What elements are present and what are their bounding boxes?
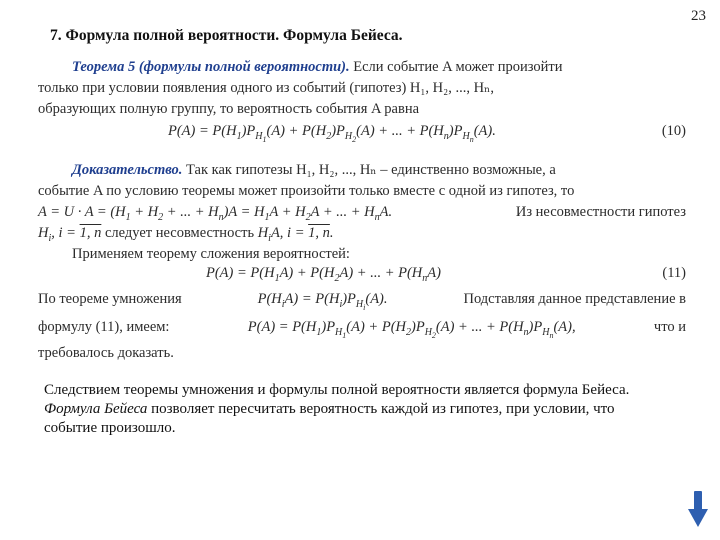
theorem-line-1 bbox=[72, 58, 686, 76]
note-emphasis: Формула Бейеса bbox=[44, 401, 148, 417]
slide-title: 7. Формула полной вероятности. Формула Бейеса. bbox=[50, 27, 403, 44]
proof-line-6 bbox=[38, 290, 686, 312]
proof-line-4-text: следует несовместность bbox=[104, 225, 255, 241]
proof-line-3 bbox=[38, 203, 686, 221]
proof-line-6-text: По теореме умножения bbox=[38, 291, 182, 307]
proof-line-5: Применяем теорему сложения вероятностей: bbox=[72, 246, 350, 262]
proof-line-3-text: Из несовместности гипотез bbox=[515, 204, 686, 220]
formula-index-range-2: $H_iA$, i = 1, n. bbox=[257, 225, 334, 244]
formula-decomposition: $A = U \cdot A = (H_1 + H_2$ + ... + $H_n)A = H_1A + H_2A$ + ... + $H_nA$. bbox=[38, 204, 393, 223]
proof-line-7-text: формулу (11), имеем: bbox=[38, 319, 170, 335]
proof-line-6-tail: Подставляя данное представление в bbox=[463, 291, 686, 307]
note-paragraph-2 bbox=[44, 400, 664, 438]
bayes-note bbox=[44, 381, 664, 438]
scanned-textbook-excerpt bbox=[38, 56, 686, 364]
theorem-line-1-text: Если событие A может произойти bbox=[353, 59, 563, 75]
proof-label: Доказательство. bbox=[72, 162, 183, 178]
arrow-down-icon[interactable] bbox=[688, 491, 708, 527]
formula-index-range-1: $H_i$, i = 1, n bbox=[38, 225, 102, 244]
page-number: 23 bbox=[691, 8, 706, 24]
formula-11: $P(A) = P(H_1A) + P(H_2A)$ + ... + $P(H_nA)$ bbox=[206, 265, 441, 284]
equation-number-10: (10) bbox=[661, 123, 686, 139]
proof-line-2: событие A по условию теоремы может произойти только вместе с одной из гипотез, то bbox=[38, 183, 575, 199]
formula-10: $P(A) = P(H_1)P_{H_1}(A) + P(H_2)P_{H_2}(A)$ + ... + $P(H_n)P_{H_n}(A)$. bbox=[168, 123, 496, 144]
proof-line-1-text: Так как гипотезы H₁, H₂, ..., Hₙ – единственно возможные, а bbox=[186, 162, 556, 178]
formula-multiplication: $P(H_iA) = P(H_i)P_{H_i}(A)$. bbox=[257, 291, 388, 312]
proof-line-7 bbox=[38, 318, 686, 340]
theorem-line-2: только при условии появления одного из событий (гипотез) H₁, H₂, ..., Hₙ, bbox=[38, 80, 494, 96]
theorem-line-3: образующих полную группу, то вероятность события A равна bbox=[38, 101, 420, 117]
equation-number-11: (11) bbox=[662, 265, 686, 281]
proof-line-4 bbox=[38, 224, 686, 242]
note-paragraph-1: Следствием теоремы умножения и формулы полной вероятности является формула Бейеса. bbox=[44, 382, 630, 398]
proof-line-1 bbox=[72, 161, 686, 179]
proof-line-7-tail: что и bbox=[653, 319, 686, 335]
theorem-label: Теорема 5 (формулы полной вероятности). bbox=[72, 59, 350, 75]
formula-final: $P(A) = P(H_1)P_{H_1}(A) + P(H_2)P_{H_2}(A)$ + ... + $P(H_n)P_{H_n}(A)$, bbox=[247, 319, 576, 340]
note-paragraph-2-text: позволяет пересчитать вероятность каждой из гипотез, при условии, что событие произошло. bbox=[44, 401, 615, 436]
proof-line-8: требовалось доказать. bbox=[38, 345, 174, 361]
